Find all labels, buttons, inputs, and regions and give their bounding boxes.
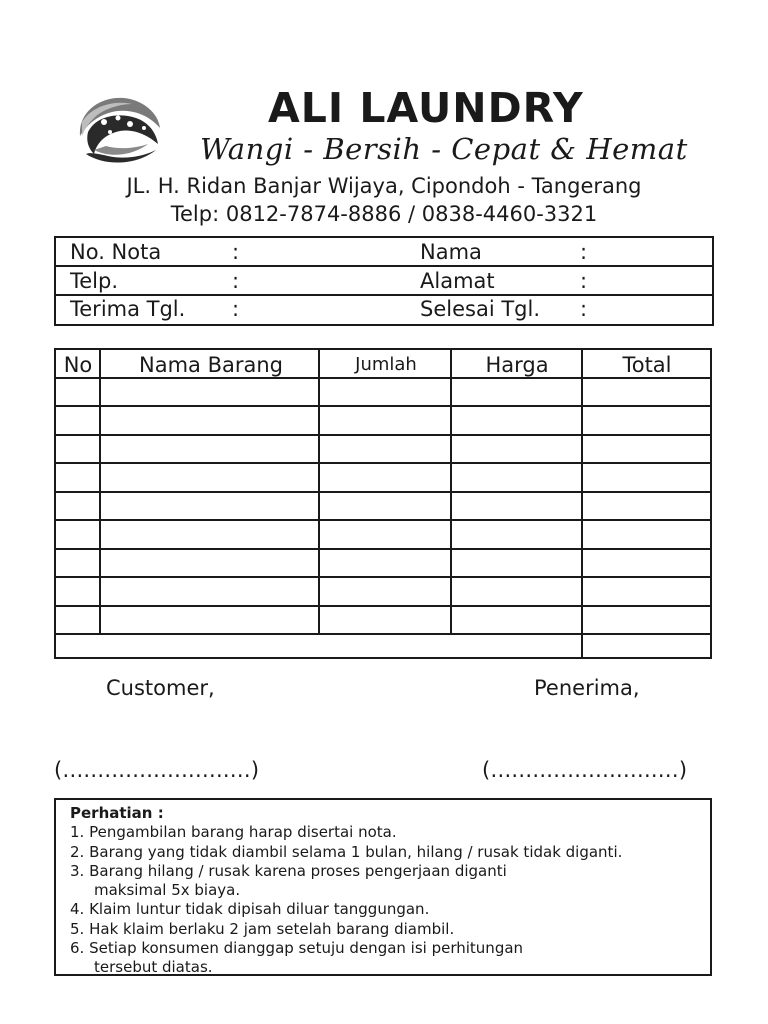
receiver-signature-line: (...........................) — [482, 758, 688, 782]
info-divider — [56, 265, 712, 267]
column-divider — [450, 350, 452, 635]
notice-box — [54, 798, 712, 976]
header-no: No — [63, 353, 93, 377]
list-item — [70, 920, 710, 939]
colon: : — [232, 297, 240, 321]
store-address: JL. H. Ridan Banjar Wijaya, Cipondoh - Tangerang — [126, 174, 642, 198]
item-text: Barang hilang / rusak karena proses pengerjaan diganti — [89, 861, 507, 880]
items-table — [54, 348, 712, 659]
item-number: 6. — [70, 939, 85, 958]
label-alamat: Alamat — [420, 269, 495, 293]
brand-title: ALI LAUNDRY — [268, 84, 584, 132]
colon: : — [580, 269, 588, 293]
list-item — [70, 862, 710, 881]
item-text: Barang yang tidak diambil selama 1 bulan, hilang / rusak tidak diganti. — [89, 842, 623, 861]
column-divider — [581, 350, 583, 657]
tagline: Wangi - Bersih - Cepat & Hemat — [200, 132, 688, 166]
table-row — [56, 405, 710, 407]
receiver-label: Penerima, — [534, 676, 640, 700]
item-number: 3. — [70, 861, 85, 880]
column-divider — [99, 350, 101, 635]
list-item — [70, 900, 710, 919]
item-number: 1. — [70, 823, 85, 842]
colon: : — [232, 240, 240, 264]
label-terima-tgl: Terima Tgl. — [70, 297, 186, 321]
table-row — [56, 377, 710, 379]
colon: : — [580, 240, 588, 264]
customer-info-box — [54, 236, 714, 326]
item-text: Hak klaim berlaku 2 jam setelah barang diambil. — [89, 919, 455, 938]
header-nama-barang: Nama Barang — [139, 353, 283, 377]
customer-label: Customer, — [106, 676, 215, 700]
column-divider — [318, 350, 320, 635]
table-row — [56, 633, 710, 635]
label-selesai-tgl: Selesai Tgl. — [420, 297, 540, 321]
list-item — [70, 939, 710, 958]
colon: : — [232, 269, 240, 293]
header-harga: Harga — [485, 353, 549, 377]
notice-title: Perhatian : — [70, 804, 164, 822]
laundry-logo-icon — [74, 92, 166, 168]
store-phone: Telp: 0812-7874-8886 / 0838-4460-3321 — [170, 202, 598, 226]
table-row — [56, 462, 710, 464]
table-row — [56, 548, 710, 550]
table-row — [56, 605, 710, 607]
label-nama: Nama — [420, 240, 482, 264]
table-row — [56, 519, 710, 521]
list-item-continuation: maksimal 5x biaya. — [94, 881, 241, 900]
header-jumlah: Jumlah — [355, 354, 417, 375]
item-text: Setiap konsumen dianggap setuju dengan isi perhitungan — [89, 939, 524, 958]
customer-signature-line: (...........................) — [54, 758, 260, 782]
header-total: Total — [622, 353, 672, 377]
label-telp: Telp. — [70, 269, 119, 293]
item-text: Klaim luntur tidak dipisah diluar tanggungan. — [89, 900, 430, 919]
item-number: 4. — [70, 900, 85, 919]
table-row — [56, 576, 710, 578]
item-number: 5. — [70, 919, 85, 938]
table-row — [56, 491, 710, 493]
list-item — [70, 823, 710, 842]
list-item — [70, 843, 710, 862]
colon: : — [580, 297, 588, 321]
table-row — [56, 434, 710, 436]
label-no-nota: No. Nota — [70, 240, 162, 264]
info-divider — [56, 294, 712, 296]
list-item-continuation: tersebut diatas. — [94, 958, 213, 977]
item-text: Pengambilan barang harap disertai nota. — [89, 823, 397, 842]
item-number: 2. — [70, 842, 85, 861]
